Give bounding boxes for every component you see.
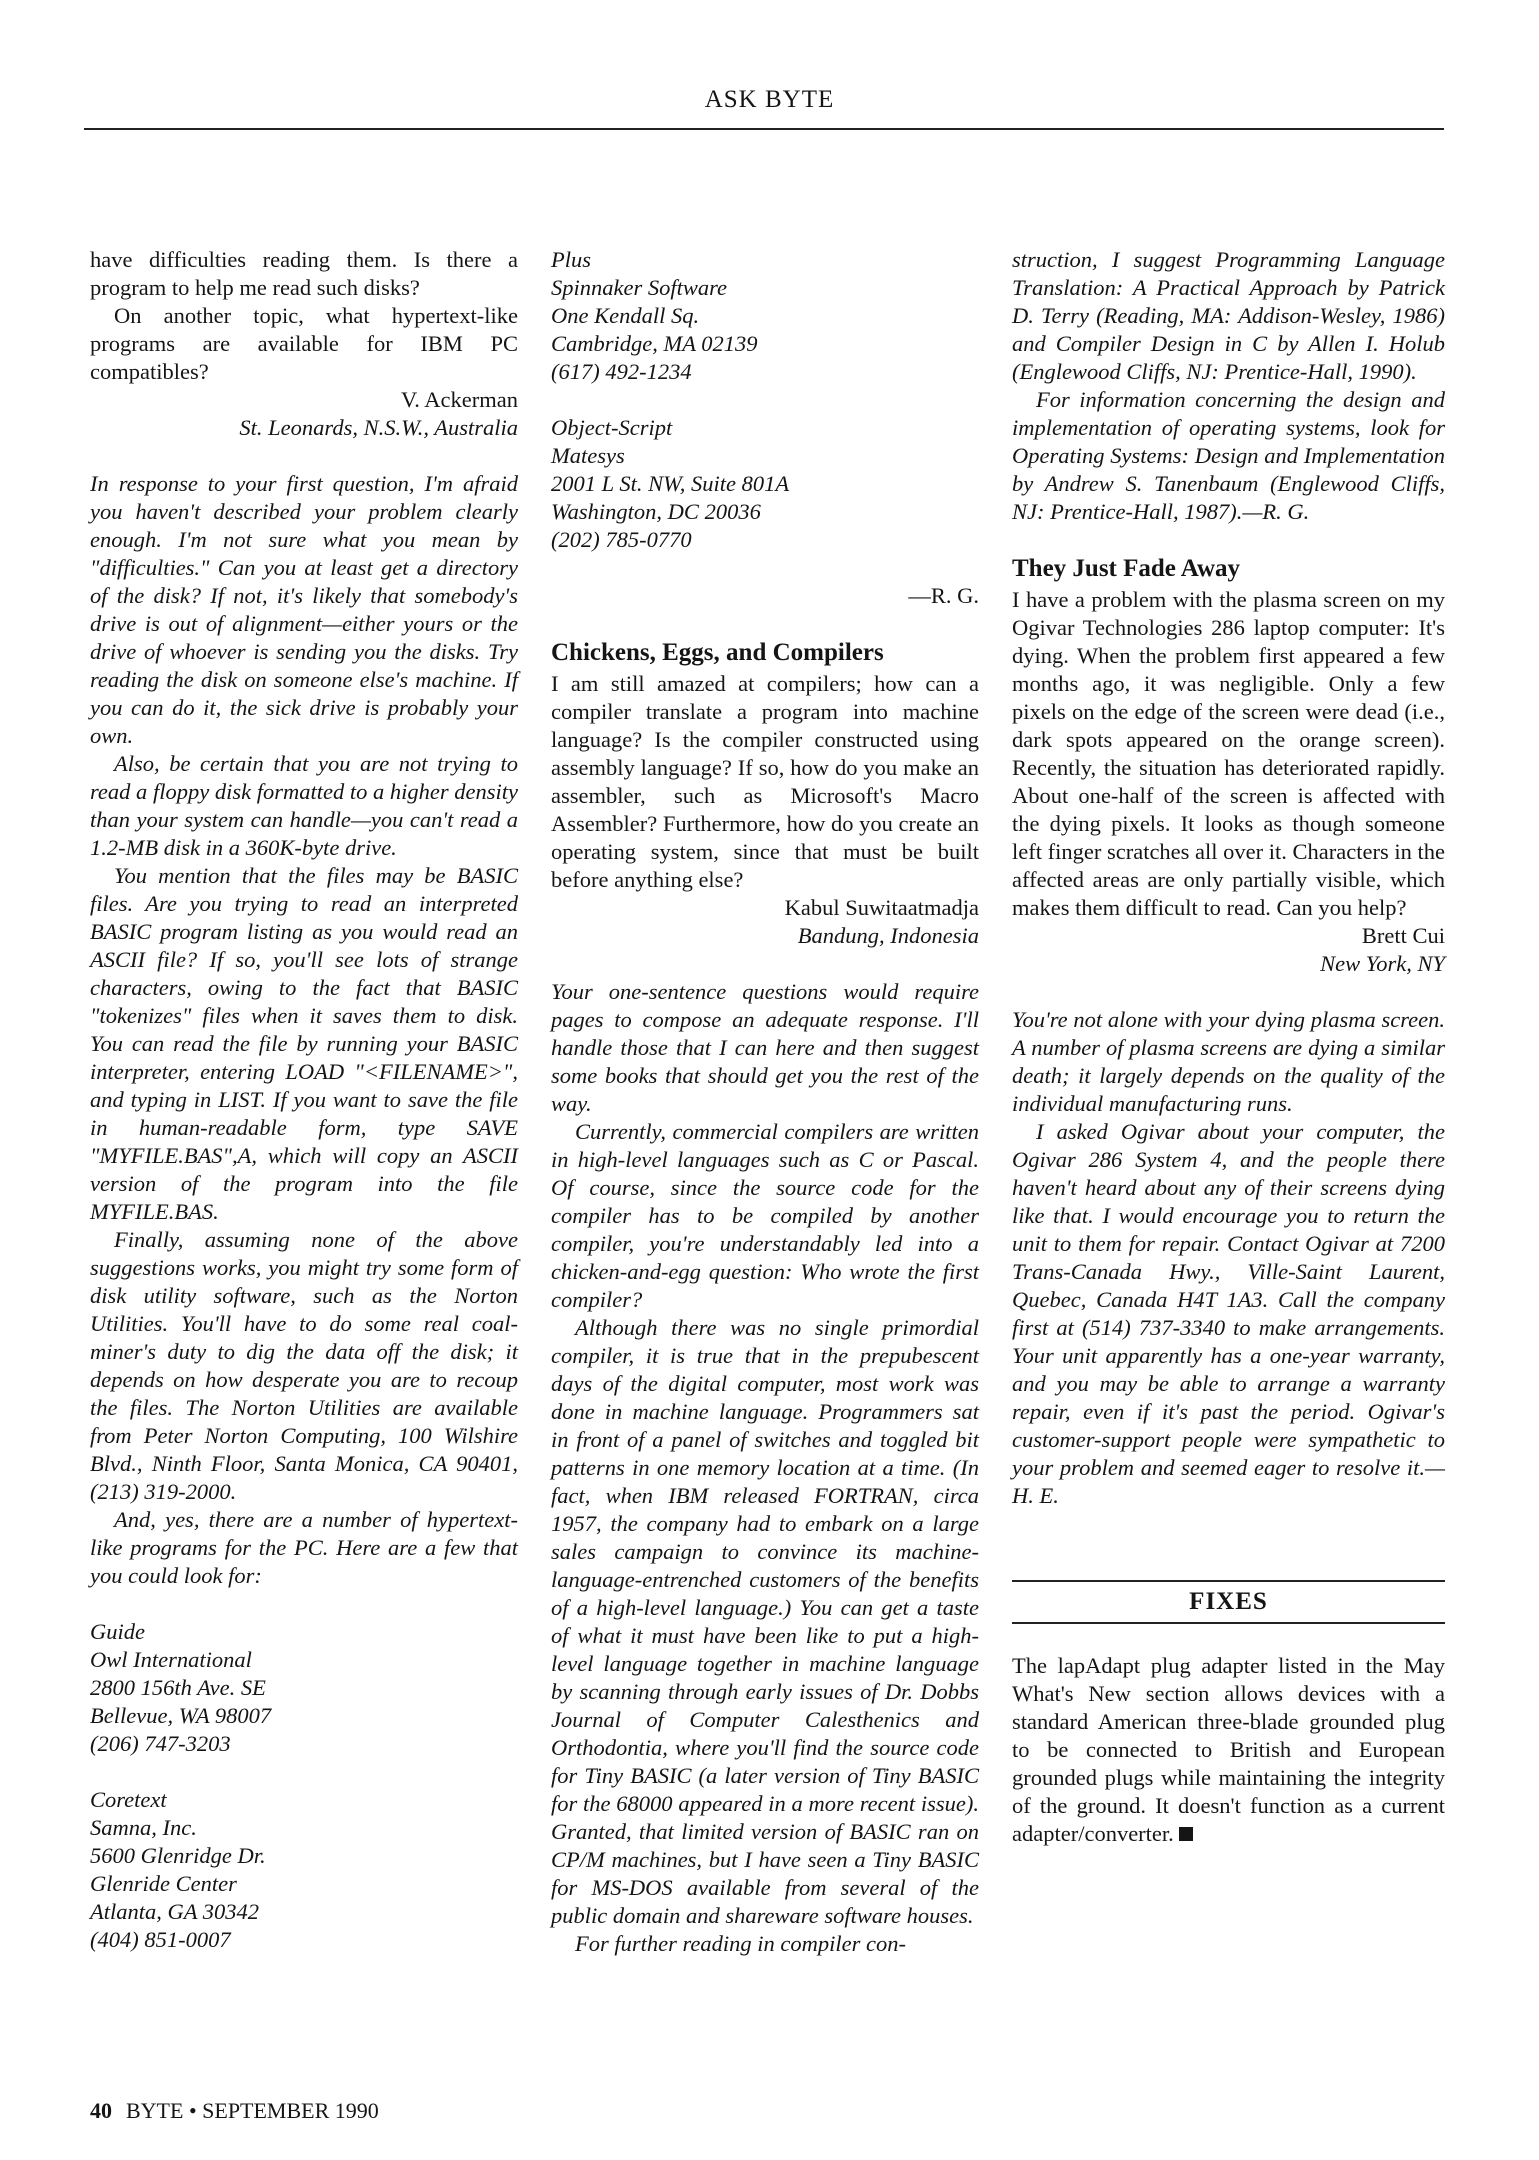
address-line: 5600 Glenridge Dr. — [90, 1843, 266, 1868]
address-line: Atlanta, GA 30342 — [90, 1899, 259, 1924]
signature-place: Bandung, Indonesia — [797, 923, 979, 948]
letter-text: I am still amazed at compilers; how can a compiler translate a program into machine language? Is the compiler constructed using assembly language? If so, how do you make an assembler, such as Microsoft's Macro Assembler? Furthermore, how do you create an operating system, since that must be built before anything else? — [551, 671, 979, 892]
address-line: One Kendall Sq. — [551, 303, 700, 328]
address-block-guide — [90, 1618, 518, 1758]
address-line: Cambridge, MA 02139 — [551, 331, 758, 356]
fixes-text — [1012, 1652, 1445, 1848]
column-2 — [551, 246, 979, 1958]
page-header: ASK BYTE — [704, 86, 835, 113]
answer-text: Also, be certain that you are not trying to read a floppy disk formatted to a higher density than your system can handle—you can't read a 1.2-MB disk in a 360K-byte drive. — [90, 751, 518, 860]
address-line: Glenride Center — [90, 1871, 237, 1896]
address-line: 2001 L St. NW, Suite 801A — [551, 471, 790, 496]
answer-text: For information concerning the design and implementation of operating systems, look for Operating Systems: Design and Implementation by Andrew S. Tanenbaum (Englewood Cliffs, NJ: Prentice-Hall, 1987).—R. G. — [1012, 387, 1445, 524]
answer-text: In response to your first question, I'm afraid you haven't described your problem clearly enough. I'm not sure what you mean by "difficulties." Can you at least get a directory of the disk? If not, it's likely that somebody's drive is out of alignment—either yours or the drive of whoever is sending you the disks. Try reading the disk on someone else's machine. If you can do it, the sick drive is probably your own. — [90, 471, 518, 748]
answer-text: Your one-sentence questions would require pages to compose an adequate response. I'll handle those that I can here and then suggest some books that should get you the rest of the way. — [551, 979, 979, 1116]
address-line: (202) 785-0770 — [551, 527, 692, 552]
answer-text: Finally, assuming none of the above suggestions works, you might try some form of disk utility software, such as the Norton Utilities. You'll have to do some real coal-miner's duty to dig the data off the disk; it depends on how desperate you are to recoup the files. The Norton Utilities are available from Peter Norton Computing, 100 Wilshire Blvd., Ninth Floor, Santa Monica, CA 90401, (213) 319-2000. — [90, 1227, 518, 1504]
answer-text: For further reading in compiler con- — [575, 1931, 906, 1956]
address-line: Samna, Inc. — [90, 1815, 197, 1840]
issue-info: BYTE • SEPTEMBER 1990 — [126, 2098, 379, 2123]
address-line: Bellevue, WA 98007 — [90, 1703, 272, 1728]
section-heading: Chickens, Eggs, and Compilers — [551, 639, 884, 666]
address-line: Guide — [90, 1619, 145, 1644]
letter-text: On another topic, what hypertext-like programs are available for IBM PC compatibles? — [90, 303, 518, 384]
letter-text: I have a problem with the plasma screen on my Ogivar Technologies 286 laptop computer: It's dying. When the problem first appeared a few months ago, it was negligible. Only a few pixels on the edge of the screen were dead (i.e., dark spots appeared on the orange screen). Recently, the situation has deteriorated rapidly. About one-half of the screen is affected with the dying pixels. It looks as though someone left finger scratches all over it. Characters in the affected areas are only partially visible, which makes them difficult to read. Can you help? — [1012, 587, 1445, 920]
answer-text: And, yes, there are a number of hypertext-like programs for the PC. Here are a few that you could look for: — [90, 1507, 518, 1588]
page-footer — [90, 2098, 379, 2124]
end-mark-icon — [1179, 1827, 1193, 1841]
answer-text: I asked Ogivar about your computer, the Ogivar 286 System 4, and the people there haven't heard about any of their screens dying like that. I would encourage you to return the unit to them for repair. Contact Ogivar at 7200 Trans-Canada Hwy., Ville-Saint Laurent, Quebec, Canada H4T 1A3. Call the company first at (514) 737-3340 to make arrangements. Your unit apparently has a one-year warranty, and you may be able to arrange a warranty repair, even if it's past the period. Ogivar's customer-support people were sympathetic to your problem and seemed eager to resolve it.—H. E. — [1012, 1119, 1445, 1508]
address-line: Object-Script — [551, 415, 673, 440]
signature-name: Kabul Suwitaatmadja — [784, 895, 979, 920]
address-line: (206) 747-3203 — [90, 1731, 231, 1756]
address-block-plus — [551, 246, 979, 386]
address-block-coretext — [90, 1786, 518, 1954]
signature-name: Brett Cui — [1361, 923, 1445, 948]
section-heading: They Just Fade Away — [1012, 555, 1241, 582]
answer-text: You mention that the files may be BASIC files. Are you trying to read an interpreted BASIC program listing as you would read an ASCII file? If so, you'll see lots of strange characters, owing to the fact that BASIC "tokenizes" files when it saves them to disk. You can read the file by running your BASIC interpreter, entering LOAD "<FILENAME>", and typing in LIST. If you want to save the file in human-readable form, type SAVE "MYFILE.BAS",A, which will copy an ASCII version of the program into the file MYFILE.BAS. — [90, 863, 518, 1224]
address-line: (617) 492-1234 — [551, 359, 692, 384]
column-1 — [90, 246, 518, 1954]
address-line: Washington, DC 20036 — [551, 499, 761, 524]
fixes-text-body: The lapAdapt plug adapter listed in the May What's New section allows devices with a standard American three-blade grounded plug to be connected to British and European grounded plugs while maintaining the integrity of the ground. It doesn't function as a current adapter/converter. — [1012, 1653, 1445, 1846]
header-rule — [84, 128, 1444, 130]
fixes-heading: FIXES — [1189, 1588, 1268, 1615]
signature-place: St. Leonards, N.S.W., Australia — [239, 415, 518, 440]
address-line: (404) 851-0007 — [90, 1927, 231, 1952]
letter-text: have difficulties reading them. Is there a program to help me read such disks? — [90, 247, 518, 300]
address-line: Coretext — [90, 1787, 167, 1812]
address-line: Matesys — [551, 443, 625, 468]
answer-signature: —R. G. — [908, 583, 979, 608]
page-number: 40 — [90, 2098, 112, 2123]
address-line: Owl International — [90, 1647, 252, 1672]
answer-text: struction, I suggest Programming Language Translation: A Practical Approach by Patrick D. Terry (Reading, MA: Addison-Wesley, 1986) and Compiler Design in C by Allen I. Holub (Englewood Cliffs, NJ: Prentice-Hall, 1990). — [1012, 247, 1445, 384]
answer-text: You're not alone with your dying plasma screen. A number of plasma screens are dying a similar death; it largely depends on the quality of the individual manufacturing runs. — [1012, 1007, 1445, 1116]
answer-text: Currently, commercial compilers are written in high-level languages such as C or Pascal. Of course, since the source code for the compiler has to be compiled by another compiler, you're understandably led into a chicken-and-egg question: Who wrote the first compiler? — [551, 1119, 979, 1312]
answer-text: Although there was no single primordial compiler, it is true that in the prepubescent days of the digital computer, most work was done in machine language. Programmers sat in front of a panel of switches and toggled bit patterns in one memory location at a time. (In fact, when IBM released FORTRAN, circa 1957, the company had to embark on a large sales campaign to convince its machine-language-entrenched customers of the benefits of a high-level language.) You can get a taste of what it must have been like to put a high-level language together in machine language by scanning through early issues of Dr. Dobbs Journal of Computer Calesthenics and Orthodontia, where you'll find the source code for Tiny BASIC (a later version of Tiny BASIC for the 68000 appeared in a more recent issue). Granted, that limited version of BASIC ran on CP/M machines, but I have seen a Tiny BASIC for MS-DOS available from several of the public domain and shareware software houses. — [551, 1315, 979, 1928]
address-line: 2800 156th Ave. SE — [90, 1675, 266, 1700]
signature-name: V. Ackerman — [400, 387, 518, 412]
address-block-objectscript — [551, 414, 979, 554]
address-line: Spinnaker Software — [551, 275, 728, 300]
address-line: Plus — [551, 247, 592, 272]
signature-place: New York, NY — [1320, 951, 1445, 976]
column-3 — [1012, 246, 1445, 1848]
